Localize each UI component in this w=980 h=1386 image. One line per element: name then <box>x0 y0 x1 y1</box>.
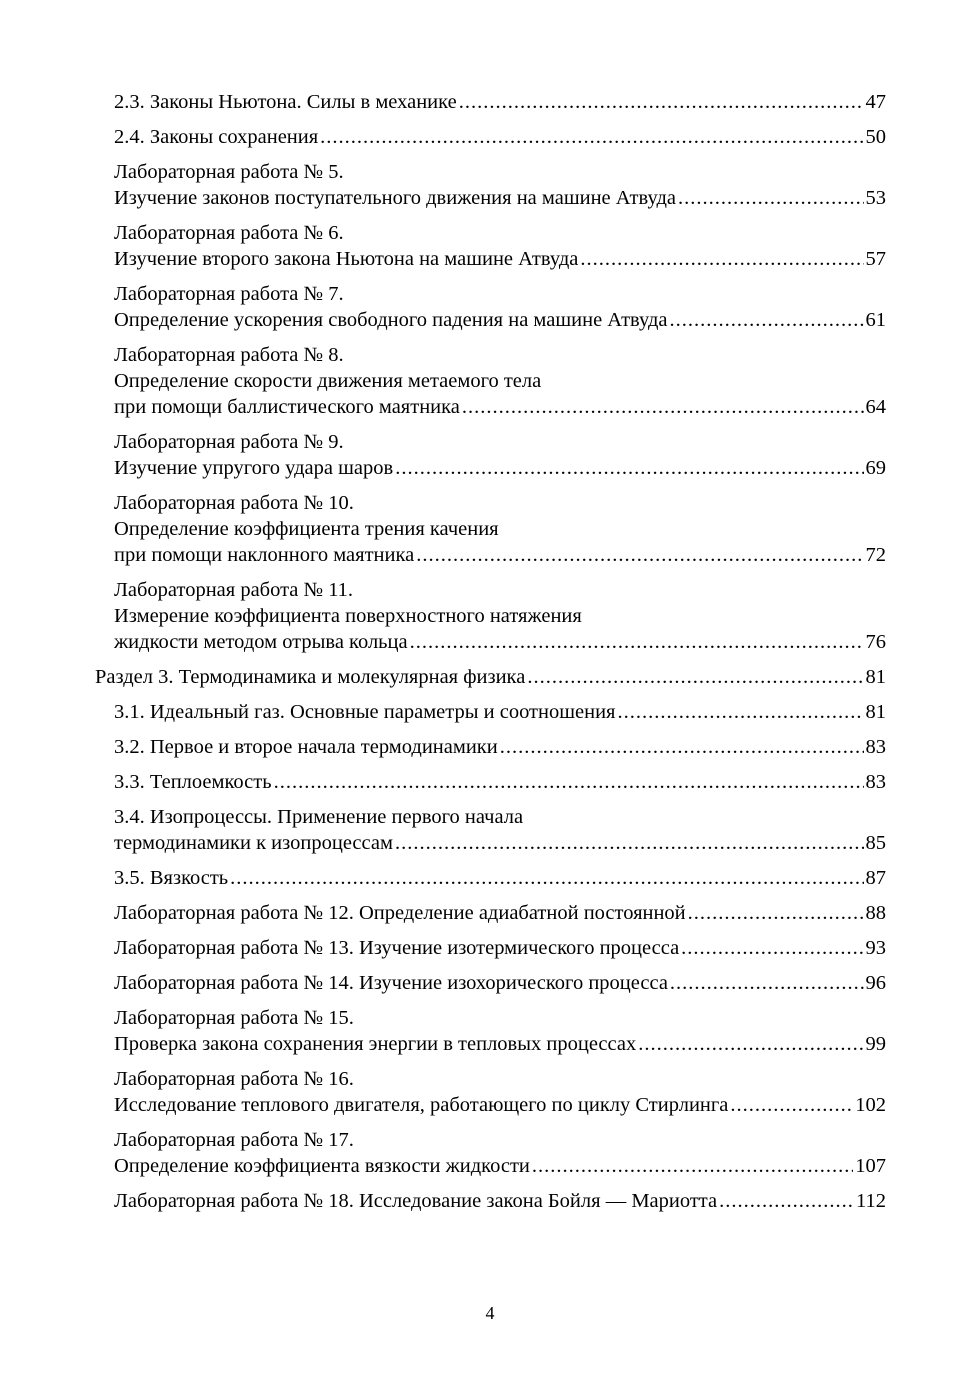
toc-entry-title-line: 2.3. Законы Ньютона. Силы в механике <box>114 91 457 113</box>
toc-page-number: 96 <box>865 972 886 994</box>
dot-leader <box>395 830 864 856</box>
toc-entry-line <box>114 935 886 961</box>
dot-leader <box>500 734 864 760</box>
toc-entry[interactable] <box>0 429 980 481</box>
toc-entry-title-line: Лабораторная работа № 12. Определение адиабатной постоянной <box>114 902 686 924</box>
toc-entry[interactable] <box>0 769 980 795</box>
toc-entry-title-line: Лабораторная работа № 11. <box>114 579 354 601</box>
toc-page-number: 81 <box>865 701 886 723</box>
toc-entry-title-line: Лабораторная работа № 7. <box>114 283 344 305</box>
toc-page-number: 87 <box>865 867 886 889</box>
toc-entry-line <box>114 1153 886 1179</box>
toc-entry-line <box>114 455 886 481</box>
toc-entry[interactable] <box>0 900 980 926</box>
toc-page-number: 76 <box>865 631 886 653</box>
toc-entry-title-line: Определение скорости движения метаемого тела <box>114 370 542 392</box>
toc-entry-line <box>114 542 886 568</box>
toc-entry-title-line: 2.4. Законы сохранения <box>114 126 319 148</box>
toc-entry-title-line: при помощи наклонного маятника <box>114 544 415 566</box>
toc-page-number: 72 <box>865 544 886 566</box>
toc-entry-title-line: Лабораторная работа № 5. <box>114 161 344 183</box>
dot-leader <box>230 865 863 891</box>
toc-page-number: 112 <box>856 1190 886 1212</box>
toc-entry[interactable] <box>0 89 980 115</box>
dot-leader <box>459 89 864 115</box>
toc-entry-line <box>114 185 886 211</box>
dot-leader <box>320 124 863 150</box>
toc-entry-title-line: Измерение коэффициента поверхностного натяжения <box>114 605 582 627</box>
toc-entry[interactable] <box>0 124 980 150</box>
toc-page-number: 93 <box>865 937 886 959</box>
toc-entry-title-line: Изучение упругого удара шаров <box>114 457 394 479</box>
toc-entry-title-line: Определение коэффициента вязкости жидкости <box>114 1155 530 1177</box>
toc-entry-line <box>114 970 886 996</box>
dot-leader <box>395 455 863 481</box>
toc-entry-title-line: Лабораторная работа № 9. <box>114 431 344 453</box>
toc-page-number: 81 <box>865 666 886 688</box>
toc-entry-title-line: Лабораторная работа № 6. <box>114 222 344 244</box>
toc-entry[interactable] <box>0 1005 980 1057</box>
toc-entry-title-line: Лабораторная работа № 10. <box>114 492 354 514</box>
toc-entry-title-line: Лабораторная работа № 13. Изучение изотермического процесса <box>114 937 680 959</box>
toc-page-number: 64 <box>865 396 886 418</box>
toc-entry[interactable] <box>0 577 980 655</box>
dot-leader <box>462 394 864 420</box>
dot-leader <box>678 185 864 211</box>
toc-entry-title-line: Определение ускорения свободного падения на машине Атвуда <box>114 309 668 331</box>
toc-entry-title-line: Лабораторная работа № 8. <box>114 344 344 366</box>
toc-entry-line <box>114 246 886 272</box>
toc-entry-title-line: Раздел 3. Термодинамика и молекулярная физика <box>95 666 526 688</box>
toc-entry[interactable] <box>0 734 980 760</box>
toc-entry-line <box>114 394 886 420</box>
toc-entry-line <box>114 769 886 795</box>
toc-entry-line <box>114 1188 886 1214</box>
toc-entry-line <box>114 865 886 891</box>
toc-entry-line <box>114 307 886 333</box>
dot-leader <box>274 769 864 795</box>
toc-entry-title-line: 3.3. Теплоемкость <box>114 771 272 793</box>
dot-leader <box>681 935 863 961</box>
toc-entry[interactable] <box>0 699 980 725</box>
dot-leader <box>638 1031 863 1057</box>
dot-leader <box>719 1188 854 1214</box>
dot-leader <box>670 970 864 996</box>
toc-section-entry[interactable] <box>0 664 980 690</box>
toc-entry-line <box>95 664 886 690</box>
toc-entry[interactable] <box>0 935 980 961</box>
dot-leader <box>410 629 864 655</box>
toc-page-number: 69 <box>865 457 886 479</box>
toc-page-number: 107 <box>855 1155 886 1177</box>
toc-entry-title-line: 3.5. Вязкость <box>114 867 229 889</box>
dot-leader <box>580 246 863 272</box>
toc-entry-title-line: Исследование теплового двигателя, работающего по циклу Стирлинга <box>114 1094 729 1116</box>
toc-entry[interactable] <box>0 159 980 211</box>
toc-page-number: 47 <box>865 91 886 113</box>
dot-leader <box>688 900 864 926</box>
toc-entry-line <box>114 1031 886 1057</box>
toc-entry[interactable] <box>0 281 980 333</box>
dot-leader <box>730 1092 853 1118</box>
toc-entry-line <box>114 629 886 655</box>
toc-entry-title-line: Лабораторная работа № 17. <box>114 1129 354 1151</box>
page-number: 4 <box>485 1303 495 1323</box>
toc-entry-line <box>114 900 886 926</box>
toc-entry-title-line: 3.1. Идеальный газ. Основные параметры и соотношения <box>114 701 616 723</box>
toc-entry-line <box>114 124 886 150</box>
toc-entry[interactable] <box>0 970 980 996</box>
toc-entry-line <box>114 1092 886 1118</box>
toc-page-number: 83 <box>865 771 886 793</box>
toc-entry-title-line: Проверка закона сохранения энергии в тепловых процессах <box>114 1033 637 1055</box>
toc-entry[interactable] <box>0 1066 980 1118</box>
toc-entry-title-line: Изучение второго закона Ньютона на машине Атвуда <box>114 248 579 270</box>
toc-page-number: 88 <box>865 902 886 924</box>
dot-leader <box>527 664 863 690</box>
toc-entry[interactable] <box>0 220 980 272</box>
toc-entry-title-line: 3.2. Первое и второе начала термодинамики <box>114 736 498 758</box>
toc-entry-title-line: Лабораторная работа № 15. <box>114 1007 354 1029</box>
toc-page-number: 57 <box>865 248 886 270</box>
toc-entry-title-line: Изучение законов поступательного движения на машине Атвуда <box>114 187 676 209</box>
toc-entry-title-line: при помощи баллистического маятника <box>114 396 460 418</box>
dot-leader <box>618 699 864 725</box>
toc-entry-line <box>114 699 886 725</box>
toc-entry-line <box>114 830 886 856</box>
toc-entry-title-line: 3.4. Изопроцессы. Применение первого начала <box>114 806 524 828</box>
toc-entry-line <box>114 734 886 760</box>
toc-entry-line <box>114 89 886 115</box>
toc-page-number: 99 <box>865 1033 886 1055</box>
table-of-contents <box>0 89 980 1223</box>
toc-page-number: 85 <box>865 832 886 854</box>
toc-entry-title-line: Лабораторная работа № 14. Изучение изохорического процесса <box>114 972 668 994</box>
toc-entry-title-line: Лабораторная работа № 18. Исследование закона Бойля — Мариотта <box>114 1190 718 1212</box>
toc-entry-title-line: жидкости методом отрыва кольца <box>114 631 408 653</box>
toc-page-number: 102 <box>855 1094 886 1116</box>
toc-entry[interactable] <box>0 1188 980 1214</box>
toc-entry-title-line: Лабораторная работа № 16. <box>114 1068 354 1090</box>
toc-entry[interactable] <box>0 490 980 568</box>
dot-leader <box>416 542 863 568</box>
toc-entry-title-line: термодинамики к изопроцессам <box>114 832 393 854</box>
toc-page-number: 50 <box>865 126 886 148</box>
toc-entry[interactable] <box>0 342 980 420</box>
toc-entry[interactable] <box>0 865 980 891</box>
toc-page-number: 83 <box>865 736 886 758</box>
toc-page-number: 61 <box>865 309 886 331</box>
toc-entry[interactable] <box>0 1127 980 1179</box>
toc-page-number: 53 <box>865 187 886 209</box>
toc-entry[interactable] <box>0 804 980 856</box>
dot-leader <box>670 307 864 333</box>
toc-entry-title-line: Определение коэффициента трения качения <box>114 518 499 540</box>
dot-leader <box>532 1153 853 1179</box>
